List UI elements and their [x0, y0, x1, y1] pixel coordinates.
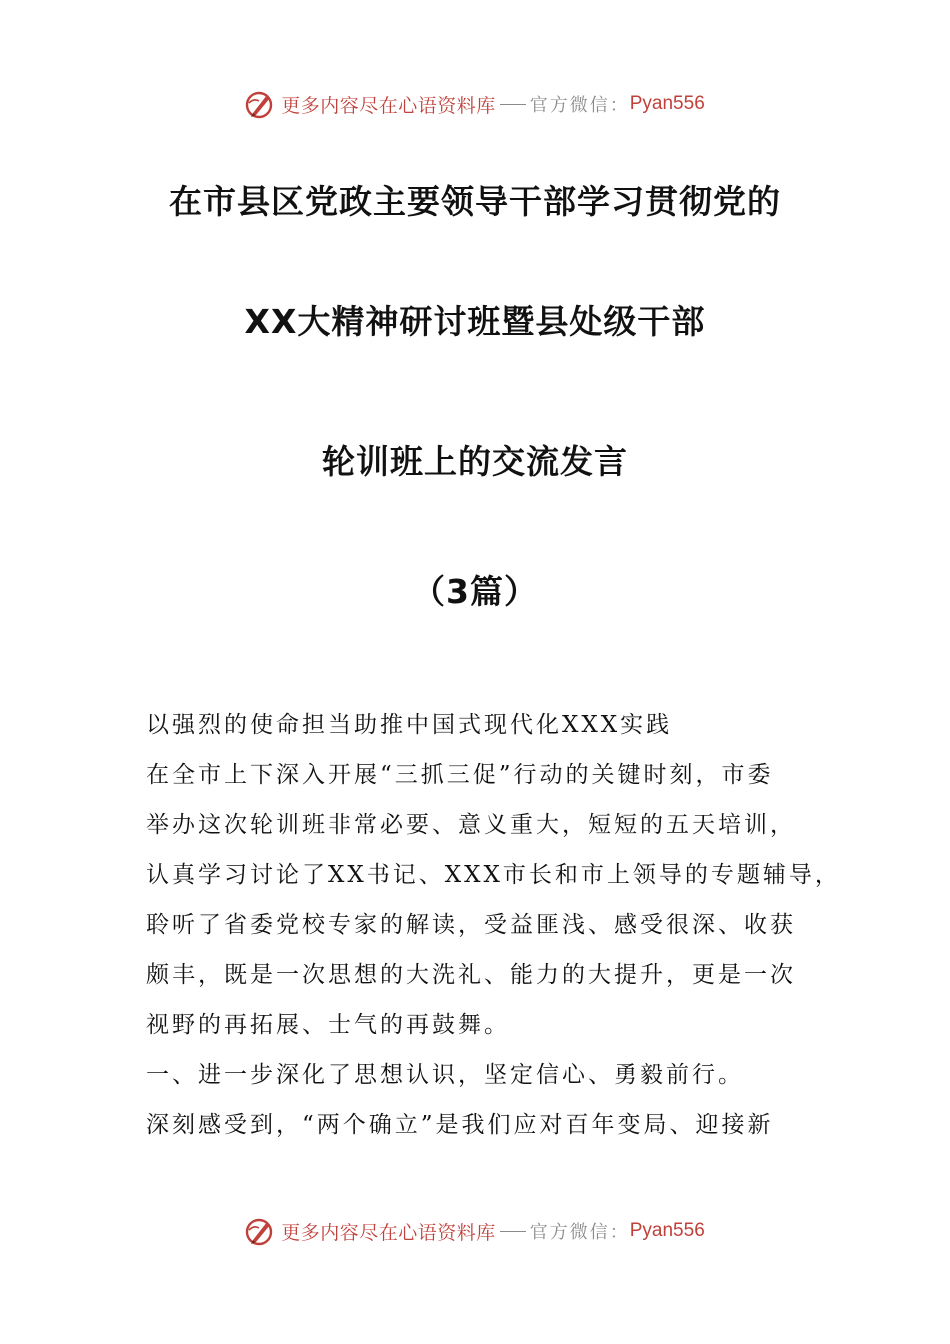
body-line: 深刻感受到，“两个确立”是我们应对百年变局、迎接新 — [146, 1112, 774, 1138]
footer-separator — [500, 1231, 526, 1232]
body-line: 举办这次轮训班非常必要、意义重大，短短的五天培训， — [146, 812, 796, 838]
title-line-3: 轮训班上的交流发言 — [322, 442, 628, 481]
header-site-text: 更多内容尽在心语资料库 — [281, 94, 496, 117]
body-line: 以强烈的使命担当助推中国式现代化XXX实践 — [146, 712, 673, 738]
body-line: 颇丰，既是一次思想的大洗礼、能力的大提升，更是一次 — [146, 962, 796, 988]
body-line: 一、进一步深化了思想认识，坚定信心、勇毅前行。 — [146, 1062, 744, 1088]
header-label-text: 官方微信： — [529, 95, 630, 116]
title-line-2: XX大精神研讨班暨县处级干部 — [244, 302, 706, 341]
header-separator — [500, 104, 526, 105]
title-line-1: 在市县区党政主要领导干部学习贯彻党的 — [169, 182, 781, 221]
title-count: （3篇） — [412, 572, 538, 611]
document-body — [146, 700, 841, 1150]
body-line: 视野的再拓展、士气的再鼓舞。 — [146, 1012, 510, 1038]
pen-logo-icon — [245, 89, 275, 119]
body-line: 聆听了省委党校专家的解读，受益匪浅、感受很深、收获 — [146, 912, 796, 938]
pen-logo-icon — [245, 1216, 275, 1246]
footer-banner — [0, 1211, 950, 1251]
body-line: 在全市上下深入开展“三抓三促”行动的关键时刻，市委 — [146, 762, 774, 788]
footer-site-text: 更多内容尽在心语资料库 — [281, 1221, 496, 1244]
footer-account-id: Pyan556 — [629, 1220, 705, 1241]
footer-label-text: 官方微信： — [529, 1222, 630, 1243]
header-banner — [0, 84, 950, 124]
body-line: 认真学习讨论了XX书记、XXX市长和市上领导的专题辅导， — [146, 862, 841, 888]
header-account-id: Pyan556 — [629, 93, 705, 114]
